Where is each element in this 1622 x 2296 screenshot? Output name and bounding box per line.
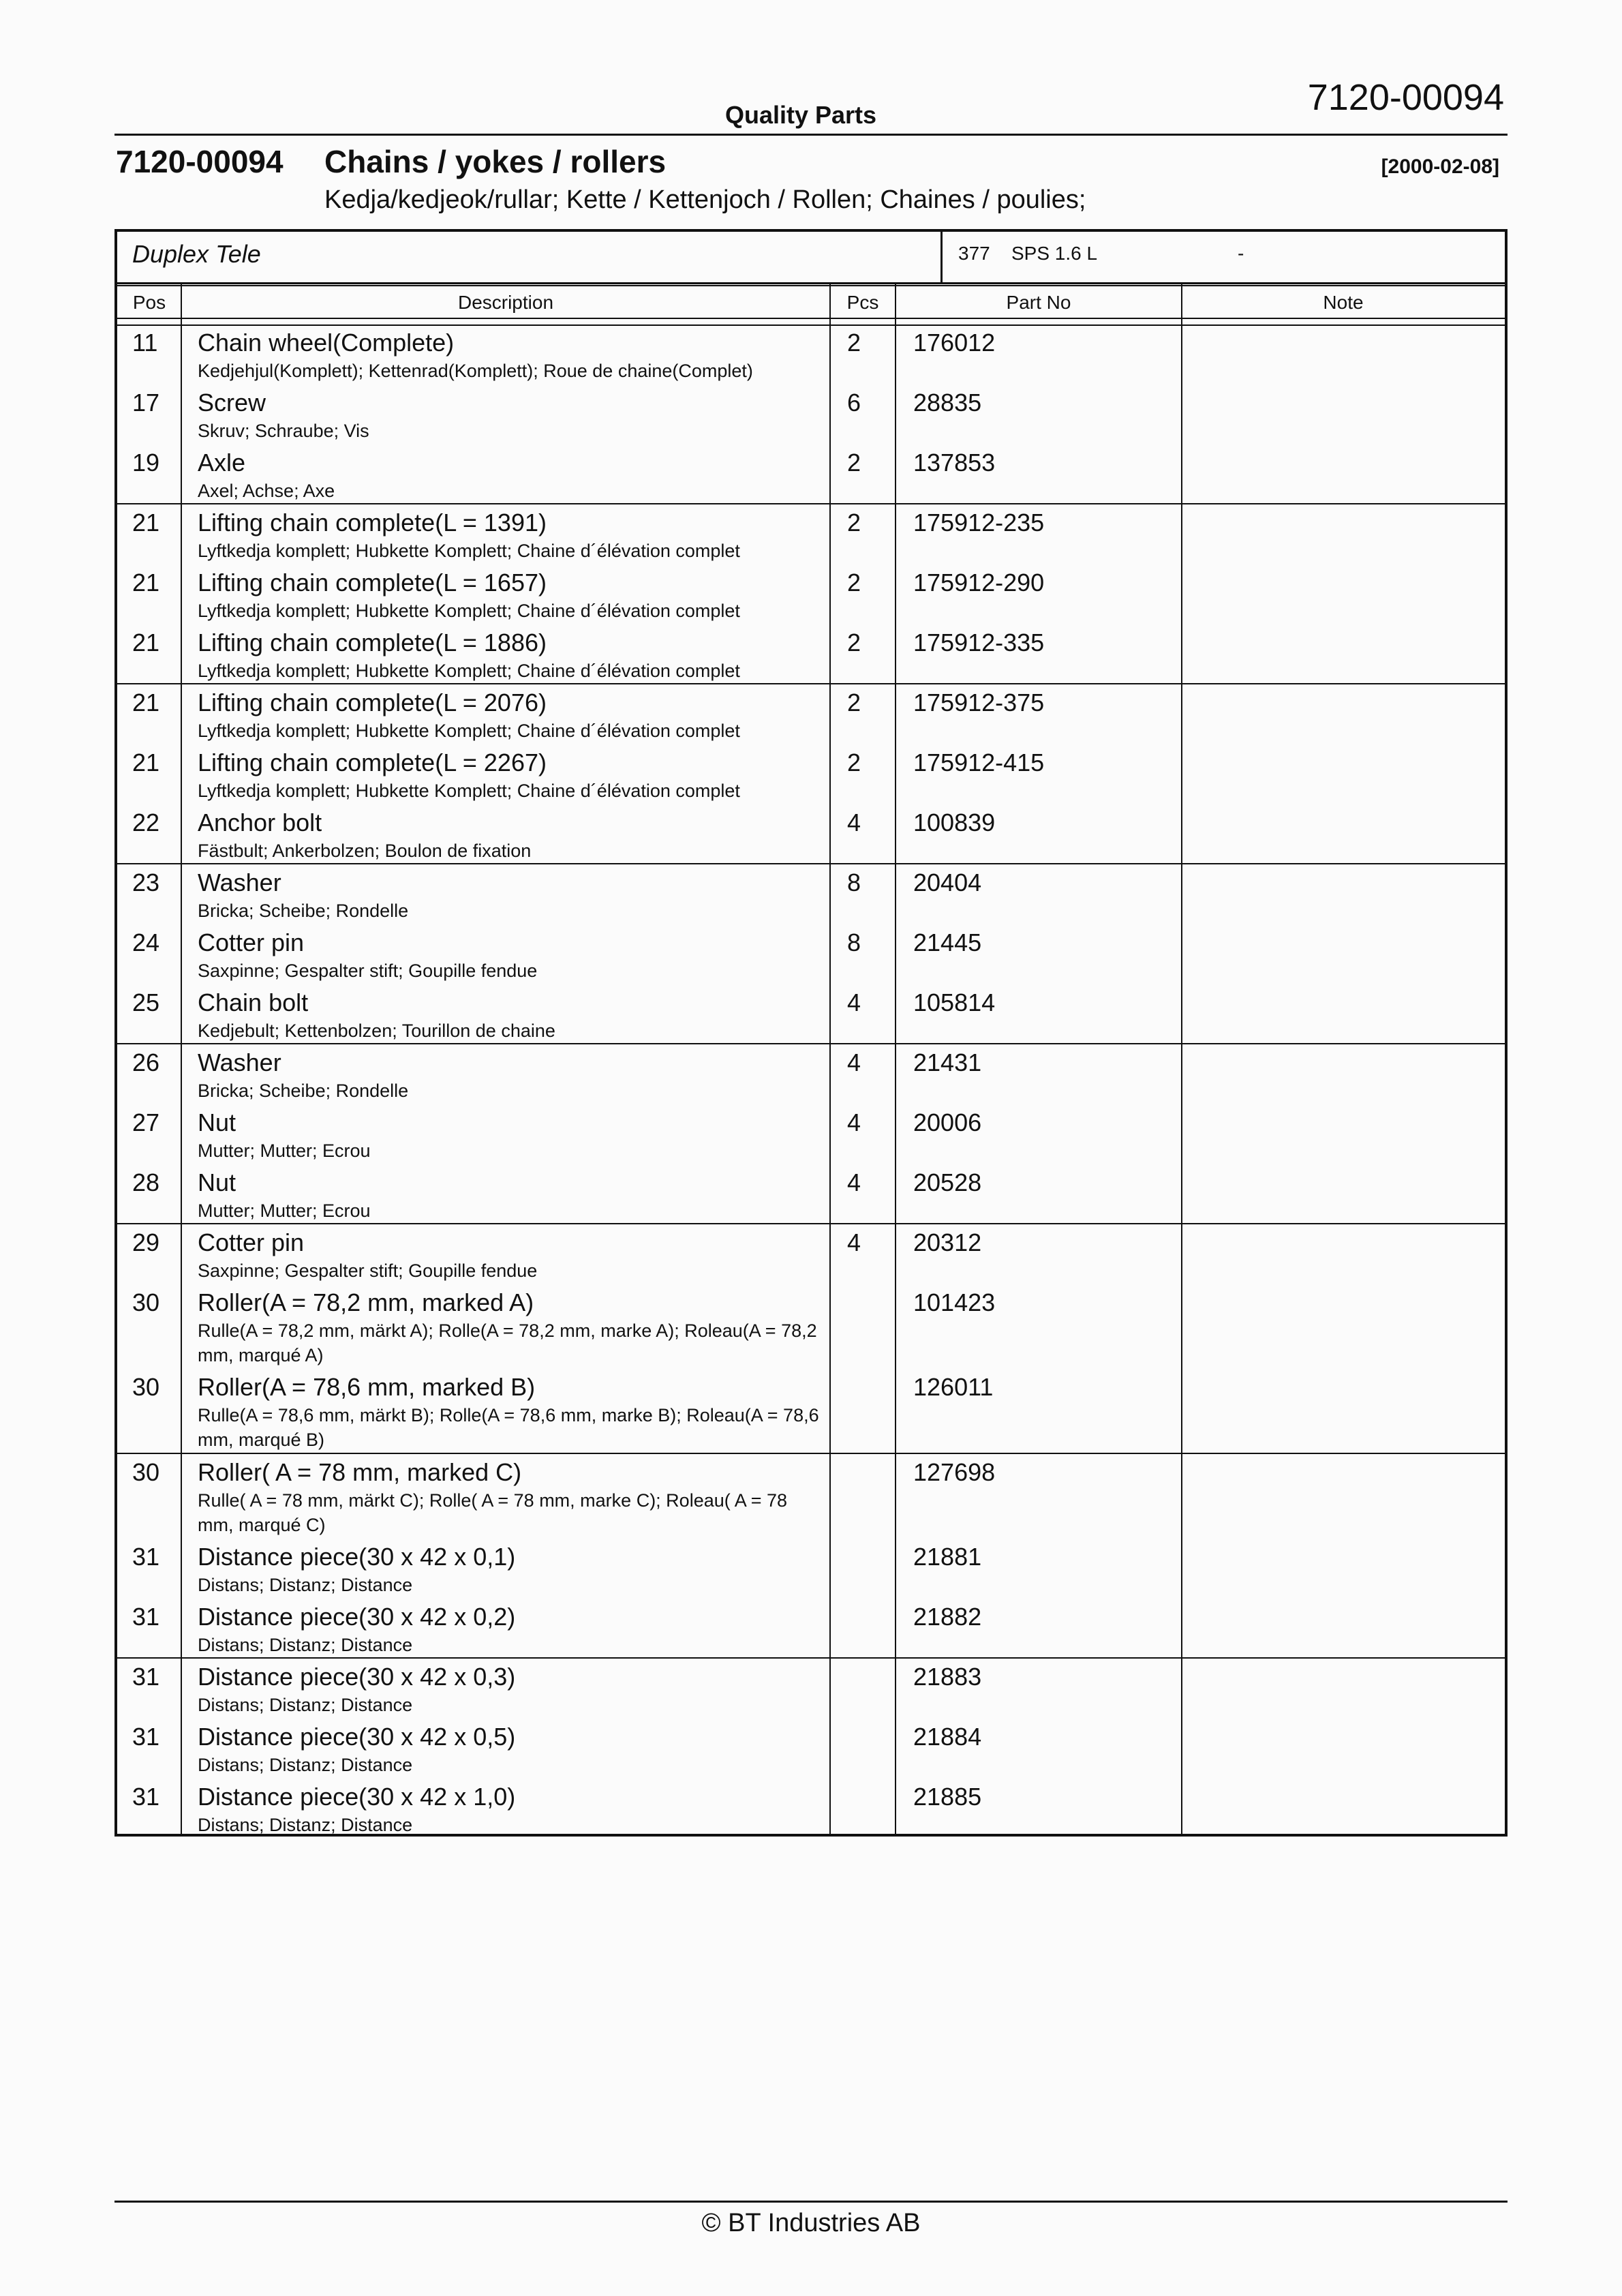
row-name: Distance piece(30 x 42 x 0,5) bbox=[198, 1723, 516, 1751]
row-translation: Rulle(A = 78,6 mm, märkt B); Rolle(A = 78,6 mm, marke B); Roleau(A = 78,6 mm, marqué B) bbox=[198, 1405, 819, 1450]
group-separator bbox=[117, 1223, 1505, 1224]
row-name: Roller(A = 78,6 mm, marked B) bbox=[198, 1373, 536, 1401]
model-name: Duplex Tele bbox=[132, 240, 261, 268]
row-pcs: 2 bbox=[847, 749, 861, 776]
row-pos: 21 bbox=[132, 569, 160, 596]
row-part-no: 28835 bbox=[913, 389, 982, 417]
row-name: Roller( A = 78 mm, marked C) bbox=[198, 1458, 522, 1486]
row-pos: 21 bbox=[132, 629, 160, 656]
row-pos: 25 bbox=[132, 988, 160, 1016]
column-header-rule bbox=[117, 318, 1505, 326]
row-name: Lifting chain complete(L = 1886) bbox=[198, 629, 547, 656]
row-pos: 31 bbox=[132, 1543, 160, 1571]
row-pcs: 4 bbox=[847, 1108, 861, 1136]
row-part-no: 20528 bbox=[913, 1168, 982, 1196]
row-translation: Lyftkedja komplett; Hubkette Komplett; Chaine d´élévation complet bbox=[198, 601, 740, 621]
row-translation: Kedjebult; Kettenbolzen; Tourillon de chaine bbox=[198, 1021, 555, 1041]
row-pcs: 2 bbox=[847, 509, 861, 537]
row-pos: 17 bbox=[132, 389, 160, 417]
row-name: Distance piece(30 x 42 x 1,0) bbox=[198, 1783, 516, 1811]
group-separator bbox=[117, 683, 1505, 684]
row-pos: 22 bbox=[132, 809, 160, 836]
row-pos: 26 bbox=[132, 1048, 160, 1076]
row-translation: Distans; Distanz; Distance bbox=[198, 1575, 413, 1595]
page-subtitle: Kedja/kedjeok/rullar; Kette / Kettenjoch / Rollen; Chaines / poulies; bbox=[324, 185, 1086, 214]
row-translation: Rulle( A = 78 mm, märkt C); Rolle( A = 78 mm, marke C); Roleau( A = 78 mm, marqué C) bbox=[198, 1490, 788, 1535]
row-pos: 31 bbox=[132, 1723, 160, 1751]
header-title: Quality Parts bbox=[724, 101, 877, 129]
row-pos: 24 bbox=[132, 928, 160, 956]
row-name: Lifting chain complete(L = 1657) bbox=[198, 569, 547, 596]
row-name: Anchor bolt bbox=[198, 809, 322, 836]
row-name: Lifting chain complete(L = 1391) bbox=[198, 509, 547, 537]
row-translation: Lyftkedja komplett; Hubkette Komplett; Chaine d´élévation complet bbox=[198, 721, 740, 741]
row-name: Washer bbox=[198, 1048, 281, 1076]
row-part-no: 20312 bbox=[913, 1228, 982, 1256]
model-code: 377 bbox=[958, 243, 990, 264]
footer-divider bbox=[114, 2201, 1508, 2203]
title-number: 7120-00094 bbox=[116, 144, 284, 179]
row-pos: 31 bbox=[132, 1783, 160, 1811]
footer-copyright: © BT Industries AB bbox=[701, 2209, 921, 2237]
row-translation: Saxpinne; Gespalter stift; Goupille fendue bbox=[198, 1260, 538, 1281]
row-part-no: 20006 bbox=[913, 1108, 982, 1136]
column-header-note: Note bbox=[1323, 292, 1364, 313]
column-divider bbox=[1181, 282, 1182, 1834]
group-separator bbox=[117, 863, 1505, 864]
row-name: Roller(A = 78,2 mm, marked A) bbox=[198, 1288, 534, 1316]
row-part-no: 21885 bbox=[913, 1783, 982, 1811]
column-header-part-no: Part No bbox=[1006, 292, 1071, 313]
row-part-no: 175912-235 bbox=[913, 509, 1045, 537]
column-header-rule bbox=[117, 282, 1505, 286]
row-translation: Rulle(A = 78,2 mm, märkt A); Rolle(A = 78,2 mm, marke A); Roleau(A = 78,2 mm, marqué A) bbox=[198, 1320, 817, 1365]
row-pos: 30 bbox=[132, 1373, 160, 1401]
column-header-pcs: Pcs bbox=[846, 292, 879, 313]
row-part-no: 175912-290 bbox=[913, 569, 1045, 596]
row-name: Chain bolt bbox=[198, 988, 309, 1016]
row-name: Distance piece(30 x 42 x 0,1) bbox=[198, 1543, 516, 1571]
row-translation: Bricka; Scheibe; Rondelle bbox=[198, 901, 409, 921]
row-part-no: 101423 bbox=[913, 1288, 996, 1316]
model-divider bbox=[940, 232, 943, 282]
row-pcs: 6 bbox=[847, 389, 861, 417]
group-separator bbox=[117, 503, 1505, 504]
row-pos: 30 bbox=[132, 1288, 160, 1316]
row-pcs: 4 bbox=[847, 809, 861, 836]
row-pcs: 2 bbox=[847, 689, 861, 716]
row-pos: 29 bbox=[132, 1228, 160, 1256]
column-divider bbox=[181, 282, 182, 1834]
row-name: Nut bbox=[198, 1168, 236, 1196]
row-part-no: 21882 bbox=[913, 1603, 982, 1631]
row-part-no: 127698 bbox=[913, 1458, 996, 1486]
row-name: Lifting chain complete(L = 2267) bbox=[198, 749, 547, 776]
row-translation: Mutter; Mutter; Ecrou bbox=[198, 1200, 371, 1221]
row-part-no: 176012 bbox=[913, 329, 996, 357]
row-pcs: 4 bbox=[847, 1228, 861, 1256]
row-pos: 21 bbox=[132, 749, 160, 776]
row-pcs: 2 bbox=[847, 329, 861, 357]
row-name: Screw bbox=[198, 389, 266, 417]
row-translation: Fästbult; Ankerbolzen; Boulon de fixation bbox=[198, 841, 532, 861]
row-name: Cotter pin bbox=[198, 1228, 305, 1256]
row-pcs: 4 bbox=[847, 1168, 861, 1196]
model-extra: - bbox=[1238, 243, 1244, 264]
row-part-no: 21431 bbox=[913, 1048, 982, 1076]
row-translation: Kedjehjul(Komplett); Kettenrad(Komplett); Roue de chaine(Complet) bbox=[198, 361, 753, 381]
row-name: Lifting chain complete(L = 2076) bbox=[198, 689, 547, 716]
row-translation: Skruv; Schraube; Vis bbox=[198, 421, 369, 441]
row-part-no: 126011 bbox=[913, 1373, 994, 1401]
row-pcs: 4 bbox=[847, 988, 861, 1016]
header-divider bbox=[114, 134, 1508, 136]
row-pcs: 8 bbox=[847, 928, 861, 956]
column-divider bbox=[829, 282, 831, 1834]
page-title: Chains / yokes / rollers bbox=[324, 144, 667, 179]
row-part-no: 175912-415 bbox=[913, 749, 1045, 776]
row-part-no: 175912-335 bbox=[913, 629, 1045, 656]
row-pos: 31 bbox=[132, 1663, 160, 1691]
row-translation: Lyftkedja komplett; Hubkette Komplett; Chaine d´élévation complet bbox=[198, 541, 740, 561]
row-part-no: 21881 bbox=[913, 1543, 982, 1571]
row-part-no: 100839 bbox=[913, 809, 996, 836]
row-name: Nut bbox=[198, 1108, 236, 1136]
row-part-no: 21883 bbox=[913, 1663, 982, 1691]
row-name: Cotter pin bbox=[198, 928, 305, 956]
row-pos: 31 bbox=[132, 1603, 160, 1631]
row-part-no: 105814 bbox=[913, 988, 996, 1016]
row-translation: Lyftkedja komplett; Hubkette Komplett; Chaine d´élévation complet bbox=[198, 661, 740, 681]
row-name: Washer bbox=[198, 868, 281, 896]
column-divider bbox=[895, 282, 896, 1834]
row-part-no: 175912-375 bbox=[913, 689, 1045, 716]
row-pcs: 2 bbox=[847, 449, 861, 477]
row-translation: Lyftkedja komplett; Hubkette Komplett; Chaine d´élévation complet bbox=[198, 781, 740, 801]
group-separator bbox=[117, 1657, 1505, 1659]
row-name: Axle bbox=[198, 449, 246, 477]
row-name: Chain wheel(Complete) bbox=[198, 329, 455, 357]
row-part-no: 21884 bbox=[913, 1723, 982, 1751]
model-row bbox=[117, 232, 1505, 284]
row-part-no: 137853 bbox=[913, 449, 996, 477]
row-translation: Distans; Distanz; Distance bbox=[198, 1815, 413, 1835]
row-pcs: 4 bbox=[847, 1048, 861, 1076]
group-separator bbox=[117, 1453, 1505, 1454]
group-separator bbox=[117, 1043, 1505, 1044]
row-pcs: 8 bbox=[847, 868, 861, 896]
row-pos: 27 bbox=[132, 1108, 160, 1136]
row-translation: Distans; Distanz; Distance bbox=[198, 1755, 413, 1775]
row-pos: 21 bbox=[132, 689, 160, 716]
row-pos: 19 bbox=[132, 449, 160, 477]
title-date: [2000-02-08] bbox=[1381, 155, 1499, 178]
column-header-pos: Pos bbox=[132, 292, 166, 313]
row-pcs: 2 bbox=[847, 569, 861, 596]
model-type: SPS 1.6 L bbox=[1011, 243, 1098, 264]
row-translation: Saxpinne; Gespalter stift; Goupille fendue bbox=[198, 961, 538, 981]
row-name: Distance piece(30 x 42 x 0,3) bbox=[198, 1663, 516, 1691]
row-pos: 28 bbox=[132, 1168, 160, 1196]
row-pcs: 2 bbox=[847, 629, 861, 656]
header-document-number: 7120-00094 bbox=[1307, 77, 1504, 118]
row-part-no: 21445 bbox=[913, 928, 982, 956]
row-pos: 23 bbox=[132, 868, 160, 896]
row-translation: Distans; Distanz; Distance bbox=[198, 1695, 413, 1715]
row-translation: Axel; Achse; Axe bbox=[198, 481, 335, 501]
row-name: Distance piece(30 x 42 x 0,2) bbox=[198, 1603, 516, 1631]
row-translation: Mutter; Mutter; Ecrou bbox=[198, 1141, 371, 1161]
row-translation: Distans; Distanz; Distance bbox=[198, 1635, 413, 1655]
column-header-description: Description bbox=[457, 292, 554, 313]
row-pos: 21 bbox=[132, 509, 160, 537]
row-pos: 30 bbox=[132, 1458, 160, 1486]
row-pos: 11 bbox=[132, 329, 158, 357]
row-part-no: 20404 bbox=[913, 868, 982, 896]
row-translation: Bricka; Scheibe; Rondelle bbox=[198, 1081, 409, 1101]
